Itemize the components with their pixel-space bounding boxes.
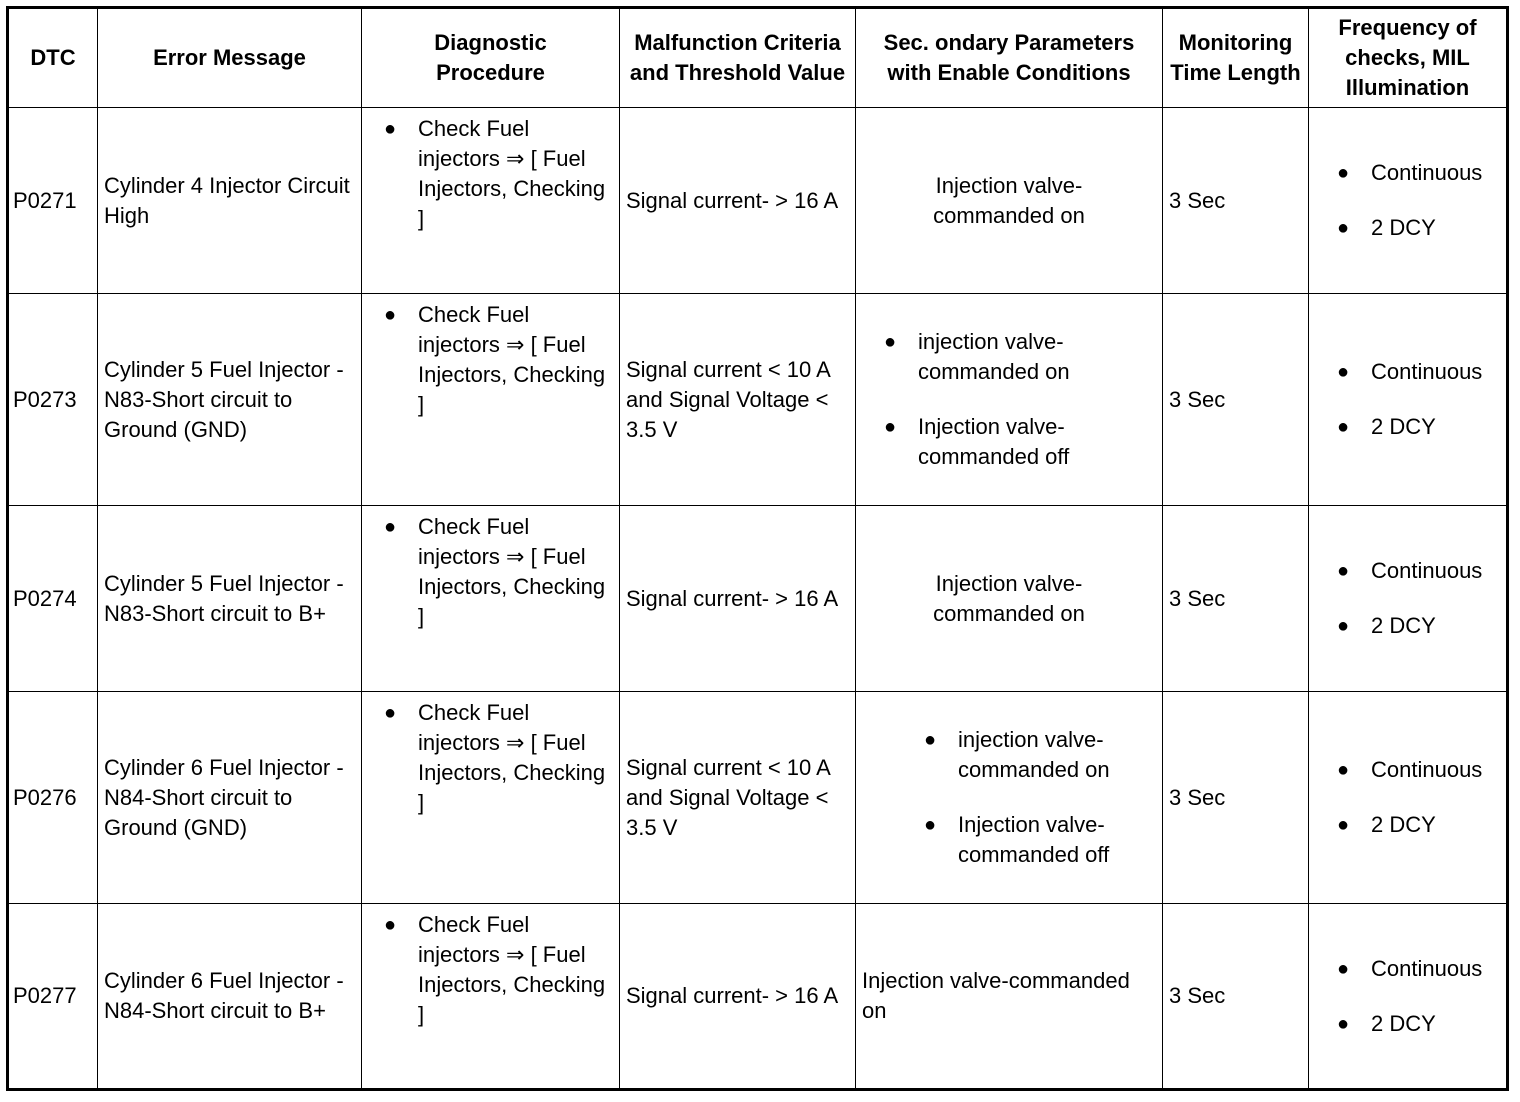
bullet-icon: ●: [1337, 361, 1350, 383]
frequency-item: [1337, 954, 1500, 984]
bullet-icon: ●: [884, 331, 897, 353]
frequency-item: [1337, 556, 1500, 586]
secondary-list: [862, 327, 1156, 472]
secondary-item: [924, 810, 1156, 870]
diag-item-text: Check Fuel injectors ⇒ [ Fuel Injectors, Checking ]: [418, 700, 606, 815]
error-message: Cylinder 5 Fuel Injector -N83-Short circuit to Ground (GND): [98, 294, 362, 506]
malfunction-criteria: Signal current- > 16 A: [620, 904, 856, 1090]
bullet-icon: ●: [1337, 162, 1350, 184]
table-row: [8, 506, 1508, 692]
table-row: [8, 692, 1508, 904]
table-row: [8, 108, 1508, 294]
header-error-message: Error Message: [98, 8, 362, 108]
secondary-item: [884, 412, 1156, 472]
diag-item: [384, 910, 613, 1030]
diag-list: [384, 698, 613, 818]
frequency-item-text: Continuous: [1371, 160, 1483, 185]
secondary-parameters: [856, 506, 1163, 692]
bullet-icon: ●: [1337, 217, 1350, 239]
frequency-checks: [1309, 904, 1508, 1090]
frequency-item-text: 2 DCY: [1371, 215, 1436, 240]
error-message: Cylinder 5 Fuel Injector -N83-Short circuit to B+: [98, 506, 362, 692]
diag-item: [384, 114, 613, 234]
frequency-item-text: 2 DCY: [1371, 1010, 1436, 1036]
secondary-parameters: [856, 904, 1163, 1090]
bullet-icon: ●: [384, 914, 397, 936]
monitoring-time: 3 Sec: [1163, 904, 1309, 1090]
frequency-item: [1337, 755, 1500, 785]
bullet-icon: ●: [384, 304, 397, 326]
diagnostic-procedure: [362, 904, 620, 1090]
frequency-item-text: Continuous: [1371, 558, 1483, 583]
secondary-parameters: [856, 692, 1163, 904]
frequency-list: [1315, 357, 1500, 442]
bullet-icon: ●: [1337, 957, 1350, 980]
diag-item: [384, 512, 613, 632]
frequency-list: [1315, 158, 1500, 243]
diag-item: [384, 300, 613, 420]
bullet-icon: ●: [884, 416, 897, 438]
secondary-item-text: Injection valve-commanded off: [958, 812, 1110, 867]
header-frequency: Frequency of checks, MIL Illumination: [1309, 8, 1508, 108]
frequency-checks: [1309, 108, 1508, 294]
diagnostic-procedure: [362, 294, 620, 506]
header-dtc: DTC: [8, 8, 98, 108]
frequency-checks: [1309, 294, 1508, 506]
frequency-item: [1337, 412, 1500, 442]
malfunction-criteria: Signal current < 10 A and Signal Voltage < 3.5 V: [620, 294, 856, 506]
diag-item: [384, 698, 613, 818]
frequency-item-text: Continuous: [1371, 955, 1483, 981]
secondary-text: Injection valve-commanded on: [862, 968, 1130, 1023]
malfunction-criteria: Signal current- > 16 A: [620, 506, 856, 692]
diag-item-text: Check Fuel injectors ⇒ [ Fuel Injectors, Checking ]: [418, 302, 606, 417]
secondary-item-text: injection valve-commanded on: [918, 329, 1070, 384]
frequency-item: [1337, 357, 1500, 387]
bullet-icon: ●: [1337, 560, 1350, 582]
frequency-list: [1315, 755, 1500, 840]
malfunction-criteria: Signal current < 10 A and Signal Voltage < 3.5 V: [620, 692, 856, 904]
bullet-icon: ●: [384, 516, 397, 538]
monitoring-time: 3 Sec: [1163, 506, 1309, 692]
dtc-code: P0274: [8, 506, 98, 692]
diagnostic-procedure: [362, 108, 620, 294]
header-monitoring-time: Monitoring Time Length: [1163, 8, 1309, 108]
diag-item-text: Check Fuel injectors ⇒ [ Fuel Injectors, Checking ]: [418, 116, 606, 231]
monitoring-time: 3 Sec: [1163, 108, 1309, 294]
frequency-item: [1337, 213, 1500, 243]
dtc-code: P0277: [8, 904, 98, 1090]
header-malfunction-criteria: Malfunction Criteria and Threshold Value: [620, 8, 856, 108]
bullet-icon: ●: [384, 702, 397, 724]
monitoring-time: 3 Sec: [1163, 294, 1309, 506]
header-row: [8, 8, 1508, 108]
diagnostic-procedure: [362, 506, 620, 692]
diagnostic-procedure: [362, 692, 620, 904]
secondary-item-text: Injection valve-commanded off: [918, 414, 1070, 469]
frequency-item: [1337, 810, 1500, 840]
diag-list: [384, 300, 613, 420]
secondary-item: [924, 725, 1156, 785]
secondary-list: [862, 725, 1156, 870]
frequency-checks: [1309, 506, 1508, 692]
monitoring-time: 3 Sec: [1163, 692, 1309, 904]
diag-list: [384, 910, 613, 1030]
malfunction-criteria: Signal current- > 16 A: [620, 108, 856, 294]
table-row: [8, 904, 1508, 1090]
bullet-icon: ●: [384, 118, 397, 140]
bullet-icon: ●: [924, 814, 937, 836]
frequency-item-text: 2 DCY: [1371, 812, 1436, 837]
diag-list: [384, 512, 613, 632]
frequency-item: [1337, 158, 1500, 188]
secondary-text: Injection valve-commanded on: [933, 172, 1085, 228]
frequency-list: [1315, 556, 1500, 641]
secondary-item-text: injection valve-commanded on: [958, 727, 1110, 782]
header-secondary-parameters: Sec. ondary Parameters with Enable Conditions: [856, 8, 1163, 108]
diag-item-text: Check Fuel injectors ⇒ [ Fuel Injectors, Checking ]: [418, 912, 606, 1027]
dtc-code: P0273: [8, 294, 98, 506]
secondary-parameters: [856, 294, 1163, 506]
frequency-list: [1315, 954, 1500, 1039]
table-row: [8, 294, 1508, 506]
bullet-icon: ●: [924, 729, 937, 751]
dtc-code: P0271: [8, 108, 98, 294]
frequency-item-text: 2 DCY: [1371, 414, 1436, 439]
frequency-item-text: Continuous: [1371, 359, 1483, 384]
secondary-parameters: [856, 108, 1163, 294]
diag-list: [384, 114, 613, 234]
diag-item-text: Check Fuel injectors ⇒ [ Fuel Injectors, Checking ]: [418, 514, 606, 629]
secondary-item: [884, 327, 1156, 387]
bullet-icon: ●: [1337, 615, 1350, 637]
frequency-item: [1337, 1009, 1500, 1039]
frequency-checks: [1309, 692, 1508, 904]
error-message: Cylinder 6 Fuel Injector -N84-Short circuit to B+: [98, 904, 362, 1090]
bullet-icon: ●: [1337, 814, 1350, 836]
frequency-item: [1337, 611, 1500, 641]
error-message: Cylinder 6 Fuel Injector -N84-Short circuit to Ground (GND): [98, 692, 362, 904]
header-diagnostic-procedure: Diagnostic Procedure: [362, 8, 620, 108]
bullet-icon: ●: [1337, 759, 1350, 781]
bullet-icon: ●: [1337, 416, 1350, 438]
dtc-code: P0276: [8, 692, 98, 904]
error-message: Cylinder 4 Injector Circuit High: [98, 108, 362, 294]
dtc-table: [6, 6, 1509, 1091]
frequency-item-text: Continuous: [1371, 757, 1483, 782]
frequency-item-text: 2 DCY: [1371, 613, 1436, 638]
secondary-text: Injection valve-commanded on: [933, 570, 1085, 626]
bullet-icon: ●: [1337, 1012, 1350, 1035]
